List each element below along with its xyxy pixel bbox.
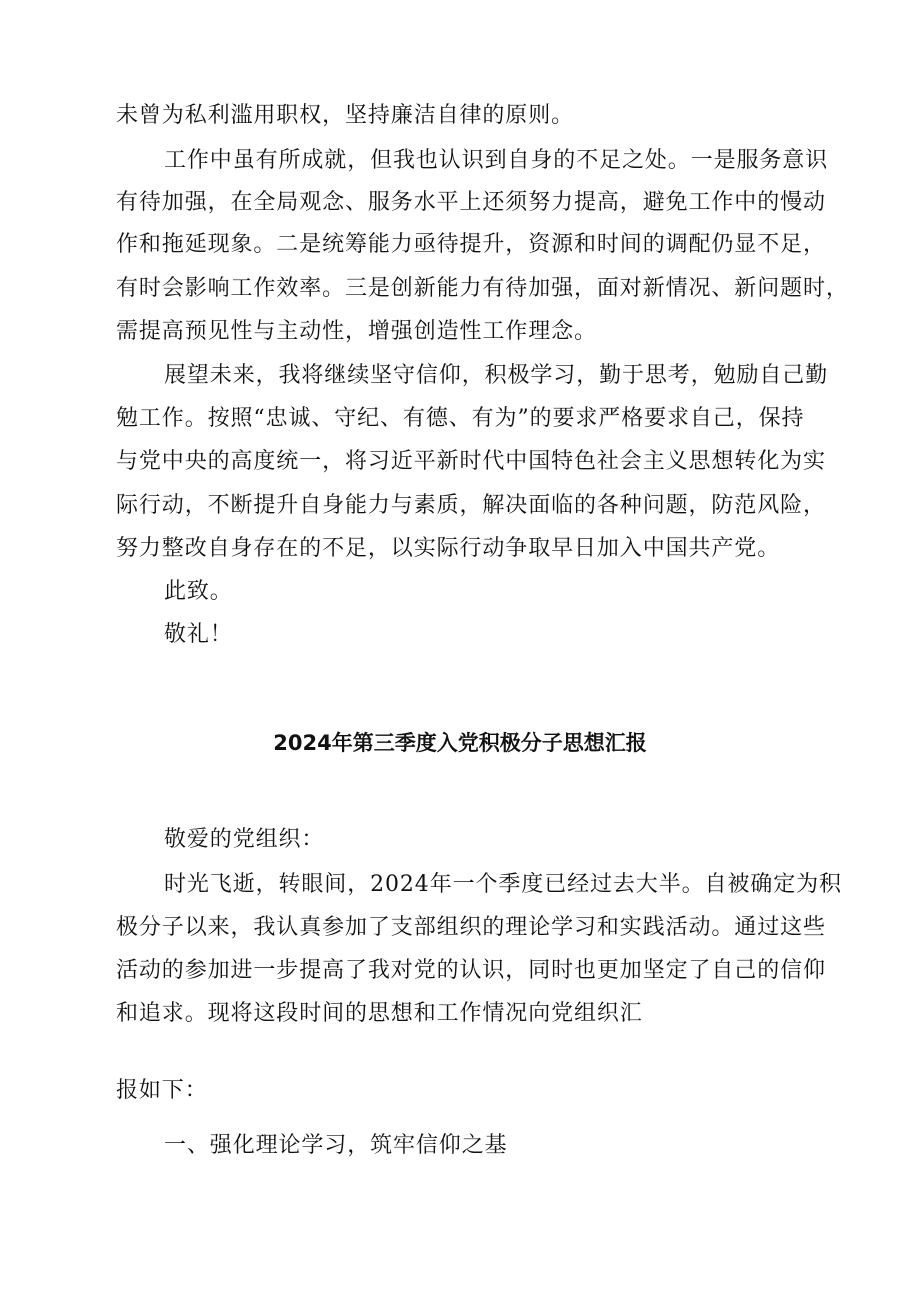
paragraph-line: 工作中虽有所成就，但我也认识到自身的不足之处。一是服务意识: [164, 148, 829, 173]
paragraph-line: 努力整改自身存在的不足，以实际行动争取早日加入中国共产党。: [116, 536, 781, 561]
paragraph-line: 有时会影响工作效率。三是创新能力有待加强，面对新情况、新问题时，: [116, 276, 849, 301]
paragraph-line: 际行动，不断提升自身能力与素质，解决面临的各种问题，防范风险，: [116, 493, 826, 518]
report-title: 2024年第三季度入党积极分子思想汇报: [273, 731, 647, 755]
paragraph-line: 展望未来，我将继续坚守信仰，积极学习，勤于思考，勉励自己勤: [164, 363, 829, 388]
closing-salute: 敬礼！: [164, 622, 233, 647]
paragraph-line: 与党中央的高度统一，将习近平新时代中国特色社会主义思想转化为实: [116, 449, 826, 474]
paragraph-line: 极分子以来，我认真参加了支部组织的理论学习和实践活动。通过这些: [116, 915, 826, 940]
paragraph-line: 作和拖延现象。二是统筹能力亟待提升，资源和时间的调配仍显不足，: [116, 232, 826, 257]
paragraph-line: 时光飞逝，转眼间，2024年一个季度已经过去大半。自被确定为积: [164, 872, 842, 897]
paragraph-line: 有待加强，在全局观念、服务水平上还须努力提高，避免工作中的慢动: [116, 190, 826, 215]
paragraph-line: 未曾为私利滥用职权，坚持廉洁自律的原则。: [116, 103, 575, 128]
section-heading: 一、强化理论学习，筑牢信仰之基: [164, 1133, 508, 1158]
paragraph-line: 报如下：: [116, 1078, 208, 1103]
paragraph-line: 和追求。现将这段时间的思想和工作情况向党组织汇: [116, 1001, 643, 1026]
salutation: 敬爱的党组织：: [164, 827, 325, 852]
paragraph-line: 需提高预见性与主动性，增强创造性工作理念。: [116, 319, 597, 344]
paragraph-line: 活动的参加进一步提高了我对党的认识，同时也更加坚定了自己的信仰: [116, 958, 826, 983]
closing-line: 此致。: [164, 579, 233, 604]
paragraph-line: 勉工作。按照“忠诚、守纪、有德、有为”的要求严格要求自己，保持: [116, 406, 805, 431]
